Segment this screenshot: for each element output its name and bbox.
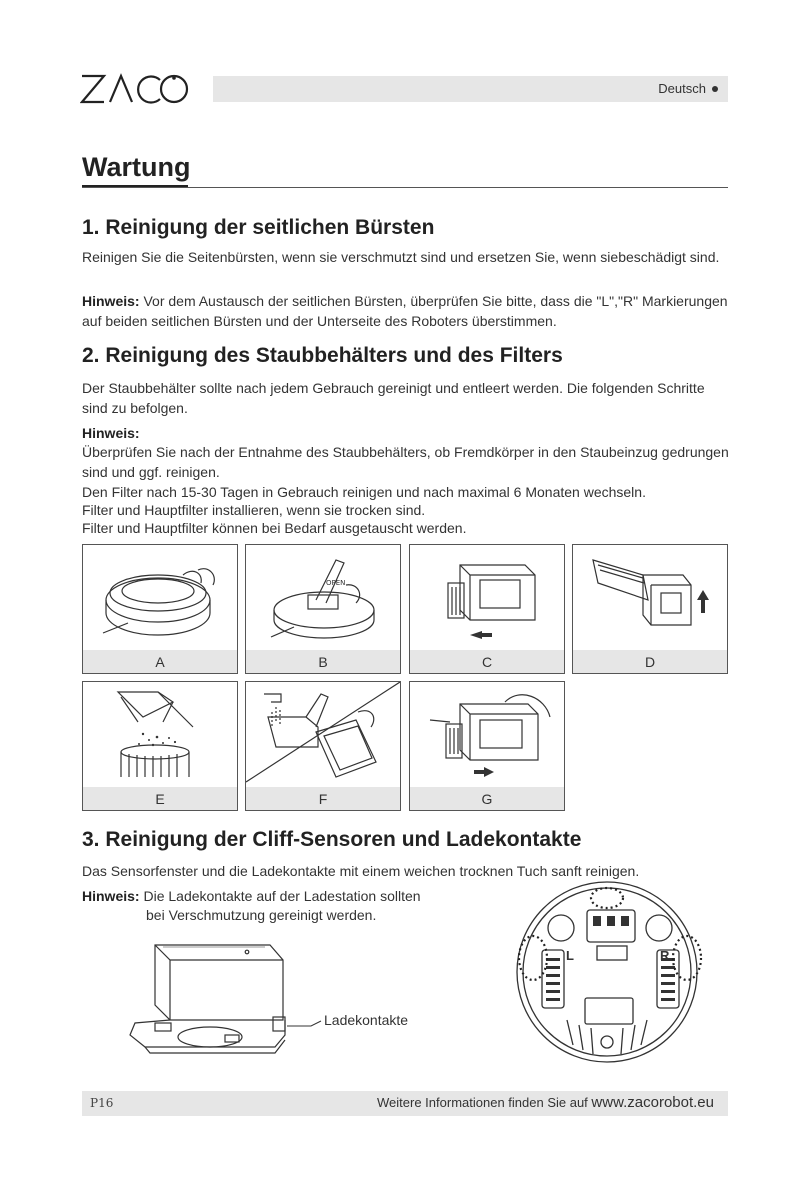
title-divider	[82, 187, 728, 188]
robot-mark-left: L	[566, 948, 574, 963]
section-2-note-label: Hinweis:	[82, 425, 140, 441]
figure-label: G	[481, 791, 493, 807]
reinsert-filter-illustration	[410, 682, 564, 787]
section-1-note	[82, 291, 732, 331]
figure-d	[572, 544, 728, 674]
figure-label: D	[644, 654, 656, 670]
robot-underside-illustration	[505, 880, 720, 1065]
figure-label: E	[155, 791, 165, 807]
robot-lid-open-illustration	[246, 545, 400, 650]
figure-f	[245, 681, 401, 811]
language-bar	[213, 76, 728, 102]
robot-mark-right: R	[660, 948, 670, 963]
rinse-filter-illustration	[246, 682, 400, 787]
figure-label: C	[481, 654, 493, 670]
figure-label: A	[155, 654, 165, 670]
page-title: Wartung	[82, 152, 191, 182]
figure-c	[409, 544, 565, 674]
section-1-heading: 1. Reinigung der seitlichen Bürsten	[82, 216, 435, 239]
dustbin-open-illustration	[573, 545, 727, 650]
footer-bar	[82, 1091, 728, 1116]
website-link[interactable]: www.zacorobot.eu	[591, 1094, 714, 1111]
language-label: Deutsch	[658, 81, 718, 96]
ladekontakte-callout: Ladekontakte	[324, 1012, 409, 1028]
charging-dock-illustration	[125, 935, 325, 1060]
section-2-note-line-4: Filter und Hauptfilter können bei Bedarf ausgetauscht werden.	[82, 520, 467, 536]
bullet-icon	[712, 86, 718, 92]
figure-b	[245, 544, 401, 674]
footer-info-text: Weitere Informationen finden Sie auf	[377, 1095, 588, 1110]
zaco-logo-mark	[80, 72, 190, 106]
section-2-note-line-3: Filter und Hauptfilter installieren, wenn sie trocken sind.	[82, 502, 426, 518]
section-3-heading: 3. Reinigung der Cliff-Sensoren und Ladekontakte	[82, 828, 582, 851]
section-3-note-line-2: bei Verschmutzung gereinigt werden.	[146, 907, 377, 923]
section-2-note-line-2: Den Filter nach 15-30 Tagen in Gebrauch reinigen und nach maximal 6 Monaten wechseln.	[82, 484, 646, 500]
note-label: Hinweis:	[82, 293, 140, 309]
note-text: Vor dem Austausch der seitlichen Bürsten, überprüfen Sie bitte, dass die "L","R" Markierungen auf beiden seitlichen Bürsten und der Unterseite des Roboters überstimmen.	[82, 293, 728, 329]
zaco-logo	[80, 72, 190, 106]
robot-top-illustration	[83, 545, 237, 650]
title-underline	[82, 185, 188, 187]
section-2-heading: 2. Reinigung des Staubbehälters und des Filters	[82, 344, 563, 367]
figure-a	[82, 544, 238, 674]
figure-e	[82, 681, 238, 811]
section-2-note-line-1: Überprüfen Sie nach der Entnahme des Staubbehälters, ob Fremdkörper in den Staubeinzug gedrungen sind und ggf. reinigen.	[82, 444, 729, 480]
section-3-paragraph: Das Sensorfenster und die Ladekontakte mit einem weichen trocknen Tuch sanft reinigen.	[82, 863, 640, 879]
callout-line	[285, 1013, 325, 1033]
empty-dustbin-illustration	[83, 682, 237, 787]
section-2-paragraph: Der Staubbehälter sollte nach jedem Gebrauch gereinigt und entleert werden. Die folgenden Schritte sind zu befolgen.	[82, 380, 705, 416]
section-1-paragraph: Reinigen Sie die Seitenbürsten, wenn sie verschmutzt sind und ersetzen Sie, wenn siebeschädigt sind.	[82, 249, 720, 265]
figure-label: F	[318, 791, 328, 807]
dustbin-filter-illustration	[410, 545, 564, 650]
note-text-line-1: Die Ladekontakte auf der Ladestation sollten	[143, 888, 421, 904]
svg-text:OPEN: OPEN	[326, 579, 346, 587]
figure-g	[409, 681, 565, 811]
footer-info	[377, 1094, 714, 1111]
figure-label: B	[318, 654, 328, 670]
page-number: P16	[90, 1096, 114, 1110]
note-label: Hinweis:	[82, 888, 140, 904]
